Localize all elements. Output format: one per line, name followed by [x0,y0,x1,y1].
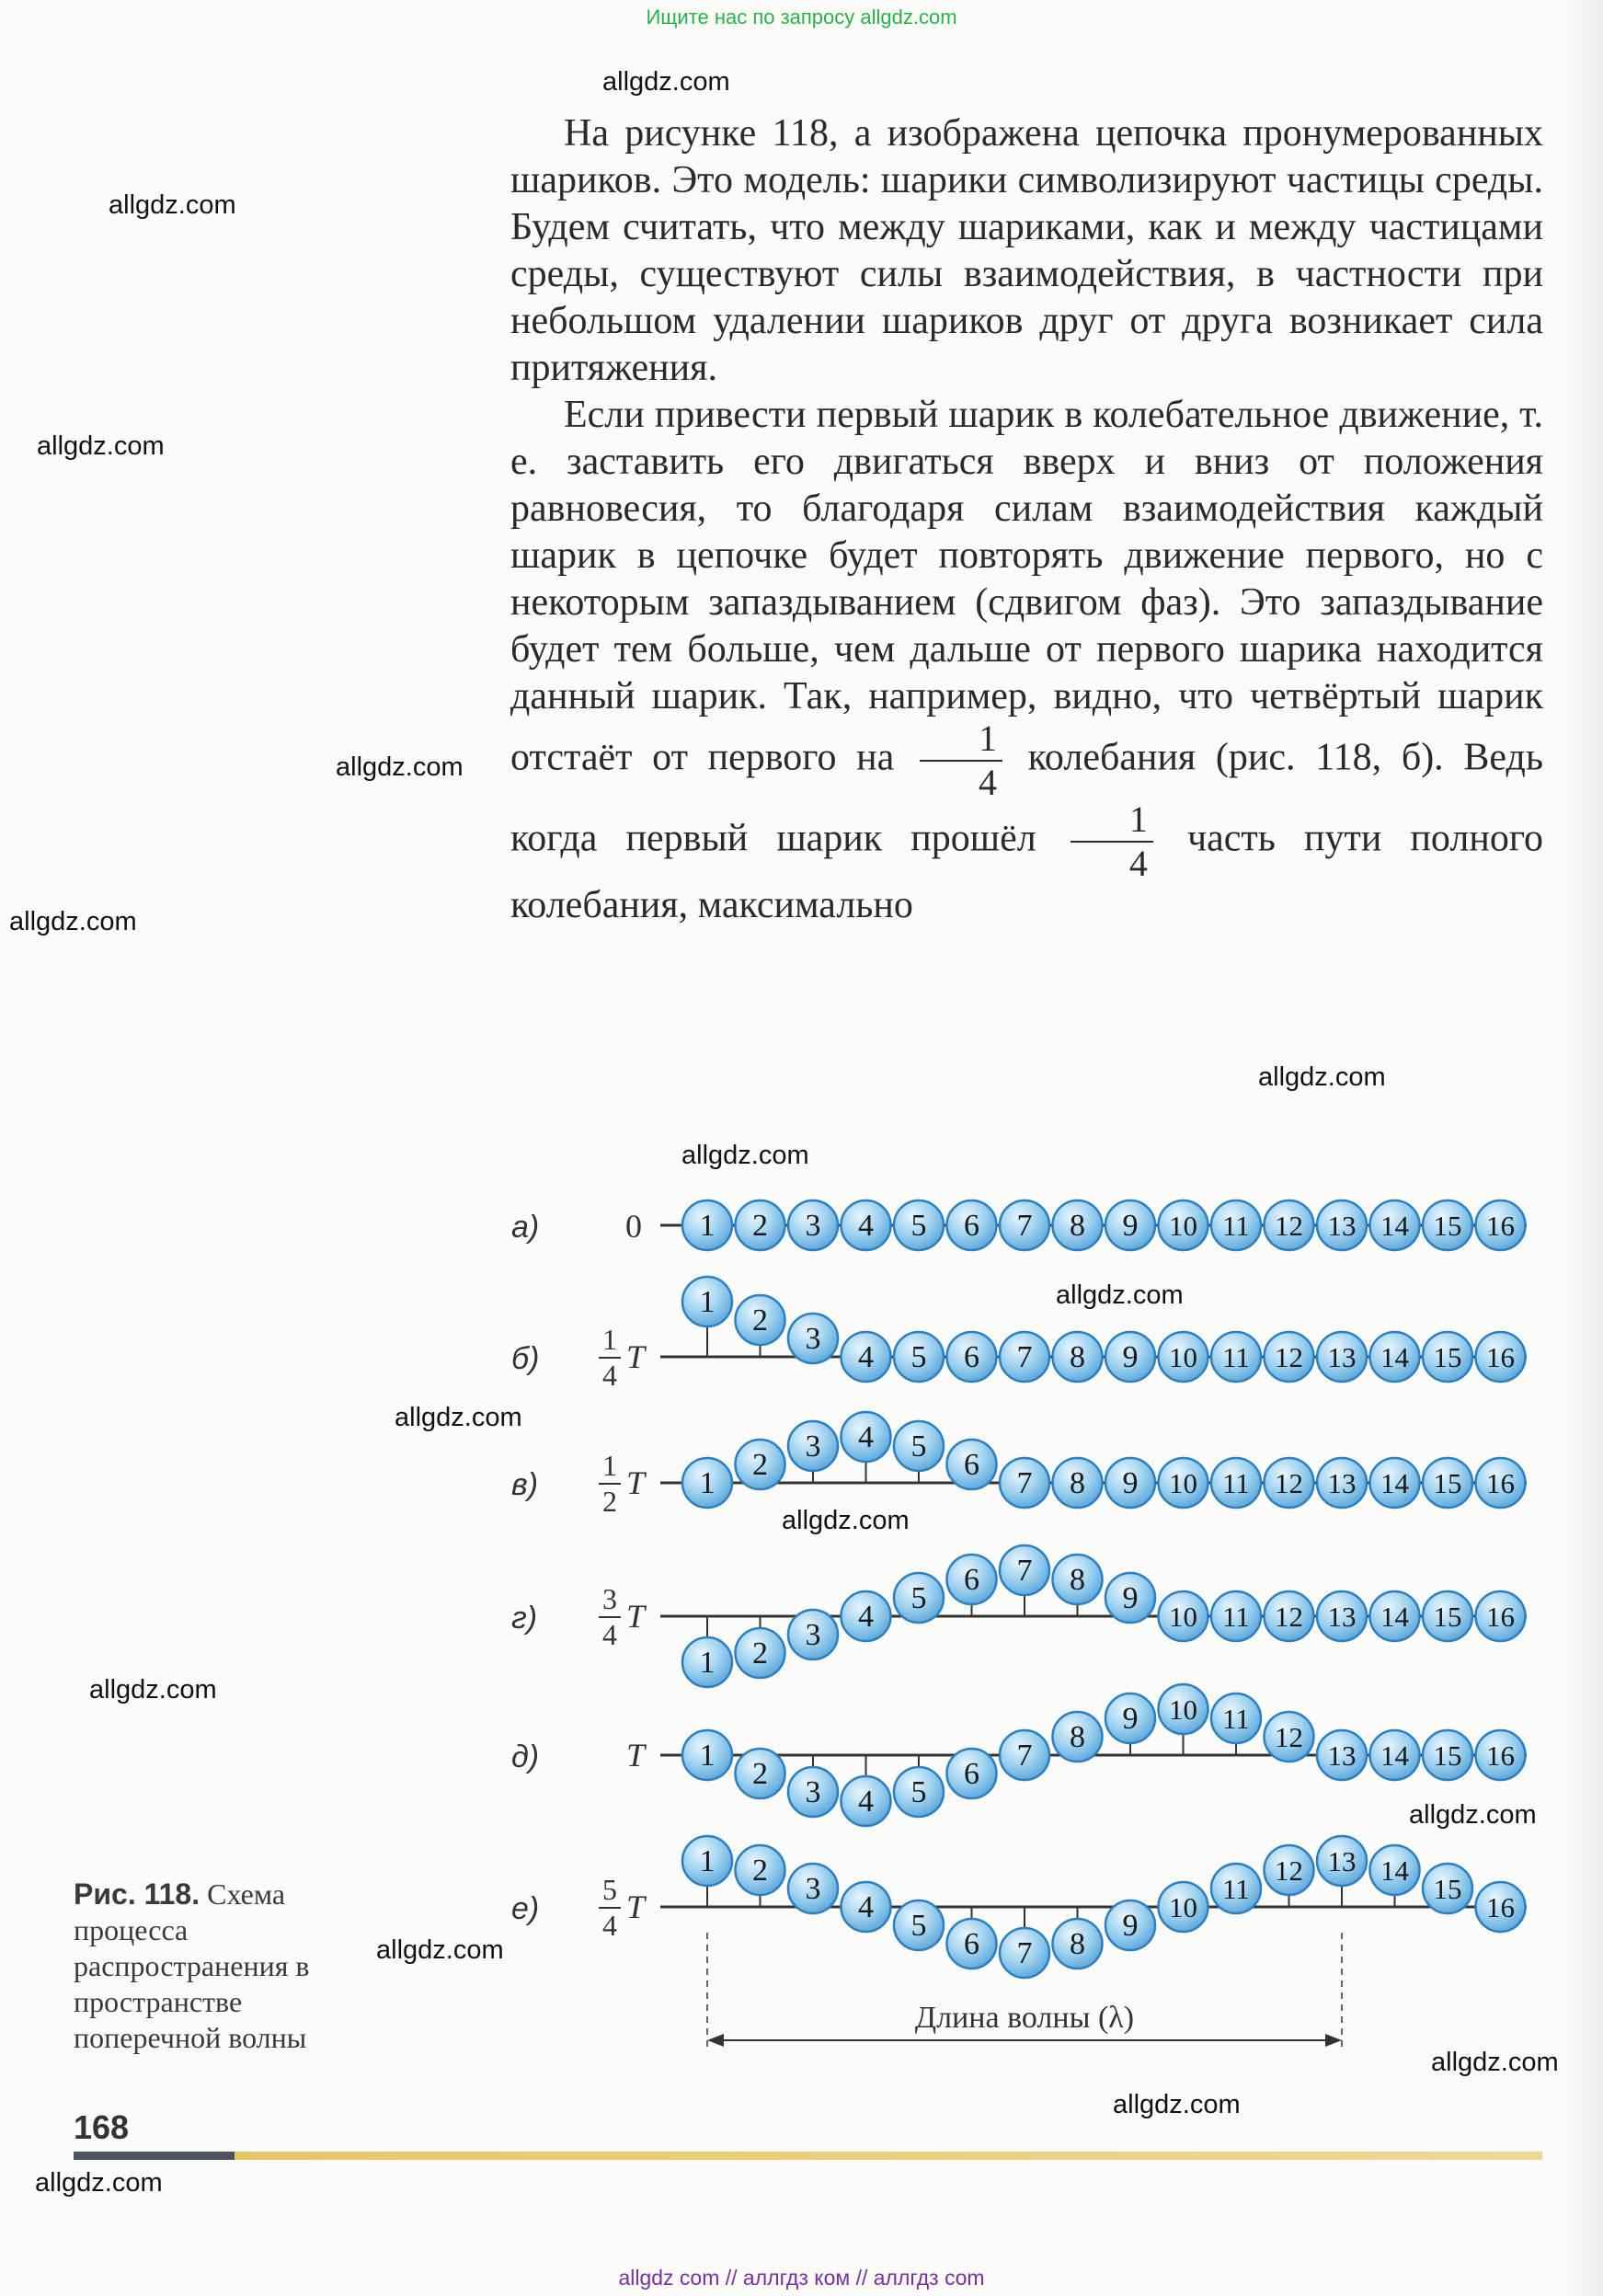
ball-number: 16 [1486,1210,1515,1242]
ball-number: 4 [858,1420,874,1454]
ball-number: 7 [1016,1466,1033,1500]
ball-number: 9 [1122,1581,1139,1615]
watermark: allgdz.com [336,752,464,782]
watermark: allgdz.com [1056,1280,1184,1310]
ball-number: 1 [699,1739,716,1773]
ball-number: 9 [1122,1209,1139,1243]
footer-links[interactable]: allgdz com // аллгдз ком // аллгдз com [618,2266,985,2290]
ball-number: 6 [964,1209,979,1243]
time-fraction-numerator: 1 [602,1449,617,1482]
ball-number: 2 [752,1854,768,1888]
ball-number: 16 [1486,1601,1515,1633]
time-fraction-denominator: 4 [602,1618,617,1651]
ball-number: 9 [1122,1466,1139,1500]
ball-number: 16 [1486,1341,1515,1373]
ball-number: 9 [1122,1909,1139,1943]
bottom-rule [74,2152,1542,2160]
ball-number: 12 [1275,1601,1303,1633]
ball-number: 13 [1327,1601,1357,1633]
row-label: б) [511,1341,540,1376]
time-symbol: T [626,1338,646,1375]
row-label: г) [511,1601,538,1636]
ball-number: 14 [1380,1601,1409,1633]
ball-number: 16 [1486,1891,1515,1923]
paragraph-1: На рисунке 118, а изображена цепочка пронумерованных шариков. Это модель: шарики символизируют частицы среды. Будем считать, что между шариками, как и между частицами среды, существуют силы взаимодействия, в частности при небольшом удалении шариков друг от друга возникает сила притяжения. [510,112,1543,389]
ball-number: 5 [910,1340,927,1374]
ball-number: 4 [858,1340,874,1374]
ball-number: 7 [1016,1739,1033,1773]
time-fraction-denominator: 2 [602,1485,617,1518]
paragraph-2-start: Если привести первый шарик в колебательное движение, т. е. заставить его двигаться вверх и вниз от положения равновесия, то благодаря силам взаимодействия каждый шарик в цепочке будет повторять движение первого, но с некоторым запаздыванием (сдвигом фаз). Это запаздывание будет тем больше, чем дальше от первого шарика находится данный шарик. Так, например, видно, что четвёртый шарик отстаёт от первого на [510,394,1543,779]
ball-number: 5 [910,1429,927,1464]
row-label: в) [511,1467,539,1502]
ball-number: 11 [1222,1467,1250,1499]
ball-number: 4 [858,1209,874,1243]
watermark: allgdz.com [1409,1800,1537,1830]
ball-number: 13 [1327,1845,1357,1877]
ball-number: 8 [1070,1209,1085,1243]
ball-number: 6 [964,1563,979,1597]
ball-number: 2 [752,1448,768,1482]
ball-number: 11 [1222,1601,1250,1633]
time-symbol: T [626,1888,646,1925]
ball-number: 3 [805,1429,821,1464]
fraction-quarter: $\frac{1}{4}$ [1071,801,1153,882]
ball-number: 10 [1169,1601,1197,1633]
ball-number: 11 [1222,1341,1250,1373]
ball-number: 6 [964,1757,979,1791]
ball-number: 15 [1433,1601,1462,1633]
ball-number: 14 [1380,1739,1409,1772]
ball-number: 3 [805,1775,821,1809]
watermark: allgdz.com [782,1506,910,1535]
ball-number: 10 [1169,1467,1197,1499]
watermark: allgdz.com [681,1141,809,1170]
top-banner[interactable]: Ищите нас по запросу allgdz.com [646,6,957,29]
ball-number: 14 [1380,1467,1409,1499]
ball-number: 1 [699,1466,716,1500]
ball-number: 9 [1122,1702,1139,1736]
ball-number: 14 [1380,1854,1409,1887]
ball-number: 7 [1016,1554,1033,1588]
ball-number: 2 [752,1209,768,1243]
figure-caption [74,1877,395,2056]
watermark: allgdz.com [1431,2048,1559,2077]
ball-number: 8 [1070,1563,1085,1597]
fraction-quarter: $\frac{1}{4}$ [920,720,1002,801]
ball-number: 7 [1016,1936,1033,1970]
ball-number: 11 [1222,1873,1250,1905]
paragraph-2-mid: колебания (рис. 118, б). Ведь когда первый шарик прошёл [510,736,1543,860]
time-fraction-denominator: 4 [602,1909,617,1942]
ball-number: 3 [805,1322,821,1356]
ball-number: 5 [910,1209,927,1243]
time-fraction-numerator: 5 [602,1873,617,1906]
row-label: е) [511,1891,540,1926]
ball-number: 4 [858,1600,874,1634]
ball-number: 15 [1433,1341,1462,1373]
ball-number: 8 [1070,1340,1085,1374]
ball-number: 3 [805,1872,821,1906]
watermark: allgdz.com [1113,2090,1241,2119]
paragraph-2-end: часть пути полного колебания, максимально [510,817,1543,926]
page-number: 168 [74,2108,130,2146]
ball-number: 11 [1222,1210,1250,1242]
ball-number: 6 [964,1927,979,1961]
ball-number: 5 [910,1581,927,1615]
wavelength-label: Длина волны (λ) [914,2001,1135,2035]
ball-number: 14 [1380,1210,1409,1242]
ball-number: 8 [1070,1927,1085,1961]
watermark: allgdz.com [602,67,730,97]
ball-number: 9 [1122,1340,1139,1374]
ball-number: 4 [858,1785,874,1819]
ball-number: 2 [752,1757,768,1791]
ball-number: 16 [1486,1739,1515,1772]
ball-number: 12 [1275,1721,1303,1753]
watermark: allgdz.com [376,1935,504,1965]
watermark: allgdz.com [89,1675,217,1705]
ball-number: 16 [1486,1467,1515,1499]
figure-caption-text: Схема процесса распространения в пространстве поперечной волны [74,1877,310,2054]
time-symbol: T [626,1464,646,1501]
time-symbol: T [626,1598,646,1635]
ball-number: 5 [910,1909,927,1943]
ball-number: 5 [910,1775,927,1809]
ball-number: 11 [1222,1703,1250,1735]
time-fraction-denominator: 4 [602,1359,617,1392]
ball-number: 1 [699,1285,716,1319]
time-symbol: T [626,1737,646,1774]
ball-number: 7 [1016,1209,1033,1243]
watermark: allgdz.com [395,1403,522,1432]
watermark: allgdz.com [35,2168,163,2198]
ball-number: 13 [1327,1210,1357,1242]
ball-number: 13 [1327,1739,1357,1772]
ball-number: 4 [858,1890,874,1924]
ball-number: 12 [1275,1210,1303,1242]
page-edge-shadow [1564,0,1603,2296]
ball-number: 1 [699,1844,716,1878]
time-fraction-numerator: 1 [602,1323,617,1356]
row-label: д) [511,1739,540,1774]
watermark: allgdz.com [109,190,236,220]
ball-number: 12 [1275,1341,1303,1373]
ball-number: 15 [1433,1467,1462,1499]
ball-number: 12 [1275,1854,1303,1887]
ball-number: 3 [805,1209,821,1243]
ball-number: 6 [964,1340,979,1374]
ball-number: 6 [964,1448,979,1482]
ball-number: 7 [1016,1340,1033,1374]
ball-number: 8 [1070,1466,1085,1500]
ball-number: 2 [752,1303,768,1337]
ball-number: 13 [1327,1341,1357,1373]
ball-number: 10 [1169,1210,1197,1242]
ball-number: 15 [1433,1873,1462,1905]
row-label: а) [511,1210,540,1245]
time-zero: 0 [625,1208,642,1245]
ball-number: 12 [1275,1467,1303,1499]
figure-number: Рис. 118. [74,1877,200,1911]
ball-number: 10 [1169,1891,1197,1923]
watermark: allgdz.com [37,431,165,461]
ball-number: 1 [699,1209,716,1243]
ball-number: 1 [699,1646,716,1680]
time-fraction-numerator: 3 [602,1582,617,1615]
ball-number: 15 [1433,1210,1462,1242]
ball-number: 10 [1169,1341,1197,1373]
ball-number: 2 [752,1636,768,1670]
ball-number: 8 [1070,1720,1085,1754]
ball-number: 15 [1433,1739,1462,1772]
watermark: allgdz.com [9,907,137,936]
ball-number: 10 [1169,1693,1197,1726]
watermark: allgdz.com [1258,1062,1386,1092]
ball-number: 14 [1380,1341,1409,1373]
wavelength-arrowhead-left [707,2034,724,2047]
wavelength-arrowhead-right [1325,2034,1342,2047]
ball-number: 3 [805,1618,821,1652]
ball-number: 13 [1327,1467,1357,1499]
